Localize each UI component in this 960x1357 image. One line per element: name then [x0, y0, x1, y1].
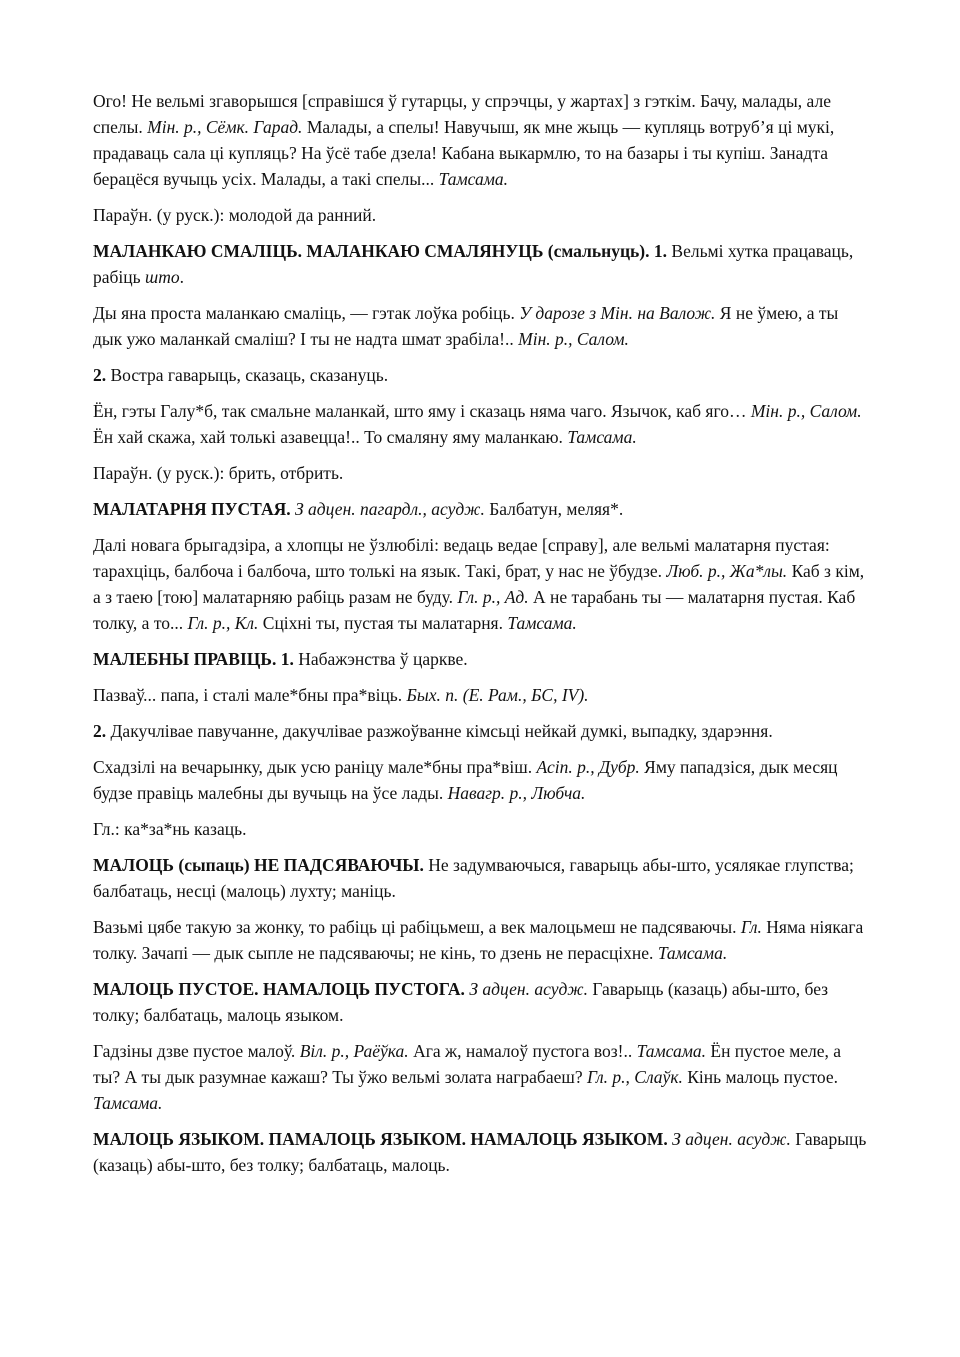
text-run: Гл. р., Ад. [457, 587, 529, 607]
text-run: Ага ж, намалоў пустога воз!.. [408, 1041, 637, 1061]
paragraph [93, 398, 869, 450]
text-run: З адцен. пагардл., асудж. [290, 499, 485, 519]
text-run: Параўн. (у руск.): молодой да ранний. [93, 205, 377, 225]
text-run: МАЛОЦЬ ПУСТОЕ. НАМАЛОЦЬ ПУСТОГА. [93, 979, 465, 999]
text-run: МАЛЕБНЫ ПРАВІЦЬ. 1. [93, 649, 294, 669]
text-run: Гл. р., Кл. [187, 613, 259, 633]
text-run: Гаварыць (казаць) абы-што, без толку; балбатаць, малоць языком. [93, 979, 829, 1025]
text-run: Мін. р., Салом. [750, 401, 862, 421]
text-run: . [179, 267, 184, 287]
paragraph [93, 976, 869, 1028]
text-run: Балбатун, меляя*. [484, 499, 624, 519]
text-run: Я не ўмею, а ты дык ужо маланкай смаліш? І ты не надта шмат зрабіла!.. [93, 303, 839, 349]
text-run: Тамсама. [93, 1093, 163, 1113]
text-run: Ён хай скажа, хай толькі азавецца!.. То смаляну яму маланкаю. [93, 427, 568, 447]
text-run: Гл.: ка*за*нь казаць. [93, 819, 247, 839]
text-run: Няма ніякага толку. Зачапі — дык сыпле не падсяваючы; не кінь, то дзень не перасціхне. [93, 917, 864, 963]
text-run: Набажэнства ў царкве. [293, 649, 468, 669]
text-run: Пазваў... папа, і сталі мале*бны пра*віць. [93, 685, 407, 705]
text-run: А не тарабань ты — малатарня пустая. Каб толку, а то... [93, 587, 856, 633]
text-run: Люб. р., Жа*лы. [666, 561, 788, 581]
text-run: Ого! Не вельмі згаворышся [справішся ў гутарцы, у спрэчцы, у жартах] з гэткім. Бачу, малады, але спелы. [93, 91, 831, 137]
text-run: Віл. р., Раёўка. [299, 1041, 409, 1061]
paragraph [93, 362, 869, 388]
paragraph [93, 496, 869, 522]
paragraph [93, 852, 869, 904]
text-run: МАЛАНКАЮ СМАЛІЦЬ. МАЛАНКАЮ СМАЛЯНУЦЬ (смальнуць). 1. [93, 241, 668, 261]
text-run: Яму пападзіся, дык месяц будзе правіць малебны ды вучыць на ўсе лады. [93, 757, 838, 803]
text-run: Асіп. р., Дубр. [536, 757, 640, 777]
text-run: МАЛАТАРНЯ ПУСТАЯ. [93, 499, 291, 519]
paragraph [93, 532, 869, 636]
paragraph [93, 914, 869, 966]
text-run: Востра гаварыць, сказаць, сказануць. [106, 365, 389, 385]
text-run: Тамсама. [567, 427, 637, 447]
text-run: Вельмі хутка працаваць, рабіць [93, 241, 854, 287]
text-run: Тамсама. [438, 169, 509, 189]
paragraph [93, 238, 869, 290]
text-run: Навагр. р., Любча. [447, 783, 586, 803]
text-run: Тамсама. [507, 613, 577, 633]
text-run: Каб з кім, а з таею [тою] малатарняю рабіць разам не буду. [93, 561, 865, 607]
text-run: Ён, гэты Галу*б, так смальне маланкай, што яму і сказаць няма чаго. Язычок, каб яго… [93, 401, 751, 421]
text-run: 2. [93, 365, 107, 385]
text-run: Схадзілі на вечарынку, дык усю раніцу мале*бны пра*віш. [93, 757, 537, 777]
paragraph [93, 88, 869, 192]
text-run: Гл. [740, 917, 762, 937]
text-run: Тамсама. [636, 1041, 706, 1061]
document-body [93, 88, 869, 1188]
paragraph [93, 1126, 869, 1178]
text-run: Кінь малоць пустое. [682, 1067, 838, 1087]
text-run: МАЛОЦЬ (сыпаць) НЕ ПАДСЯВАЮЧЫ. [93, 855, 424, 875]
text-run: Дакучлівае павучанне, дакучлівае разжоўванне кімсьці нейкай думкі, выпадку, здарэння. [106, 721, 773, 741]
text-run: Ён пустое меле, а ты? А ты дык разумнае кажаш? Ты ўжо вельмі золата награбаеш? [93, 1041, 842, 1087]
text-run: Гадзіны дзве пустое малоў. [93, 1041, 300, 1061]
paragraph [93, 646, 869, 672]
text-run: МАЛОЦЬ ЯЗЫКОМ. ПАМАЛОЦЬ ЯЗЫКОМ. НАМАЛОЦЬ ЯЗЫКОМ. [93, 1129, 668, 1149]
text-run: З адцен. асудж. [464, 979, 588, 999]
text-run: Гл. р., Слаўк. [587, 1067, 683, 1087]
text-run: Далі новага брыгадзіра, а хлопцы не ўзлюбілі: ведаць ведае [справу], але вельмі малатарня пустая: тарахціць, балбоча і балбоча, што толькі на язык. Такі, брат, у нас не ўбудзе. [93, 535, 830, 581]
paragraph [93, 718, 869, 744]
text-run: Вазьмі цябе такую за жонку, то рабіць ці рабіцьмеш, а век малоцьмеш не падсяваючы. [93, 917, 741, 937]
text-run: Сціхні ты, пустая ты малатарня. [258, 613, 508, 633]
text-run: У дарозе з Мін. на Валож. [519, 303, 716, 323]
text-run: 2. [93, 721, 107, 741]
paragraph [93, 300, 869, 352]
text-run: З адцен. асудж. [667, 1129, 791, 1149]
text-run: Малады, а спелы! Навучыш, як мне жыць — купляць вотруб’я ці мукі, прадаваць сала ці купляць? На ўсё табе дзела! Кабана выкармлю, то на базары і ты купіш. Занадта берацёся вучыць усіх. Малады, а такі спелы... [93, 117, 835, 189]
text-run: Тамсама. [657, 943, 728, 963]
paragraph [93, 816, 869, 842]
paragraph [93, 754, 869, 806]
text-run: Не задумваючыся, гаварыць абы-што, усялякае глупства; балбатаць, несці (малоць) лухту; маніць. [93, 855, 854, 901]
text-run: Бых. п. (Е. Рам., БС, IV). [406, 685, 589, 705]
text-run: Мін. р., Сёмк. Гарад. [147, 117, 303, 137]
paragraph [93, 1038, 869, 1116]
text-run: што [145, 267, 180, 287]
text-run: Мін. р., Салом. [518, 329, 629, 349]
paragraph [93, 682, 869, 708]
text-run: Параўн. (у руск.): брить, отбрить. [93, 463, 344, 483]
paragraph [93, 202, 869, 228]
text-run: Ды яна проста маланкаю смаліць, — гэтак лоўка робіць. [93, 303, 520, 323]
paragraph [93, 460, 869, 486]
text-run: Гаварыць (казаць) абы-што, без толку; балбатаць, малоць. [93, 1129, 867, 1175]
